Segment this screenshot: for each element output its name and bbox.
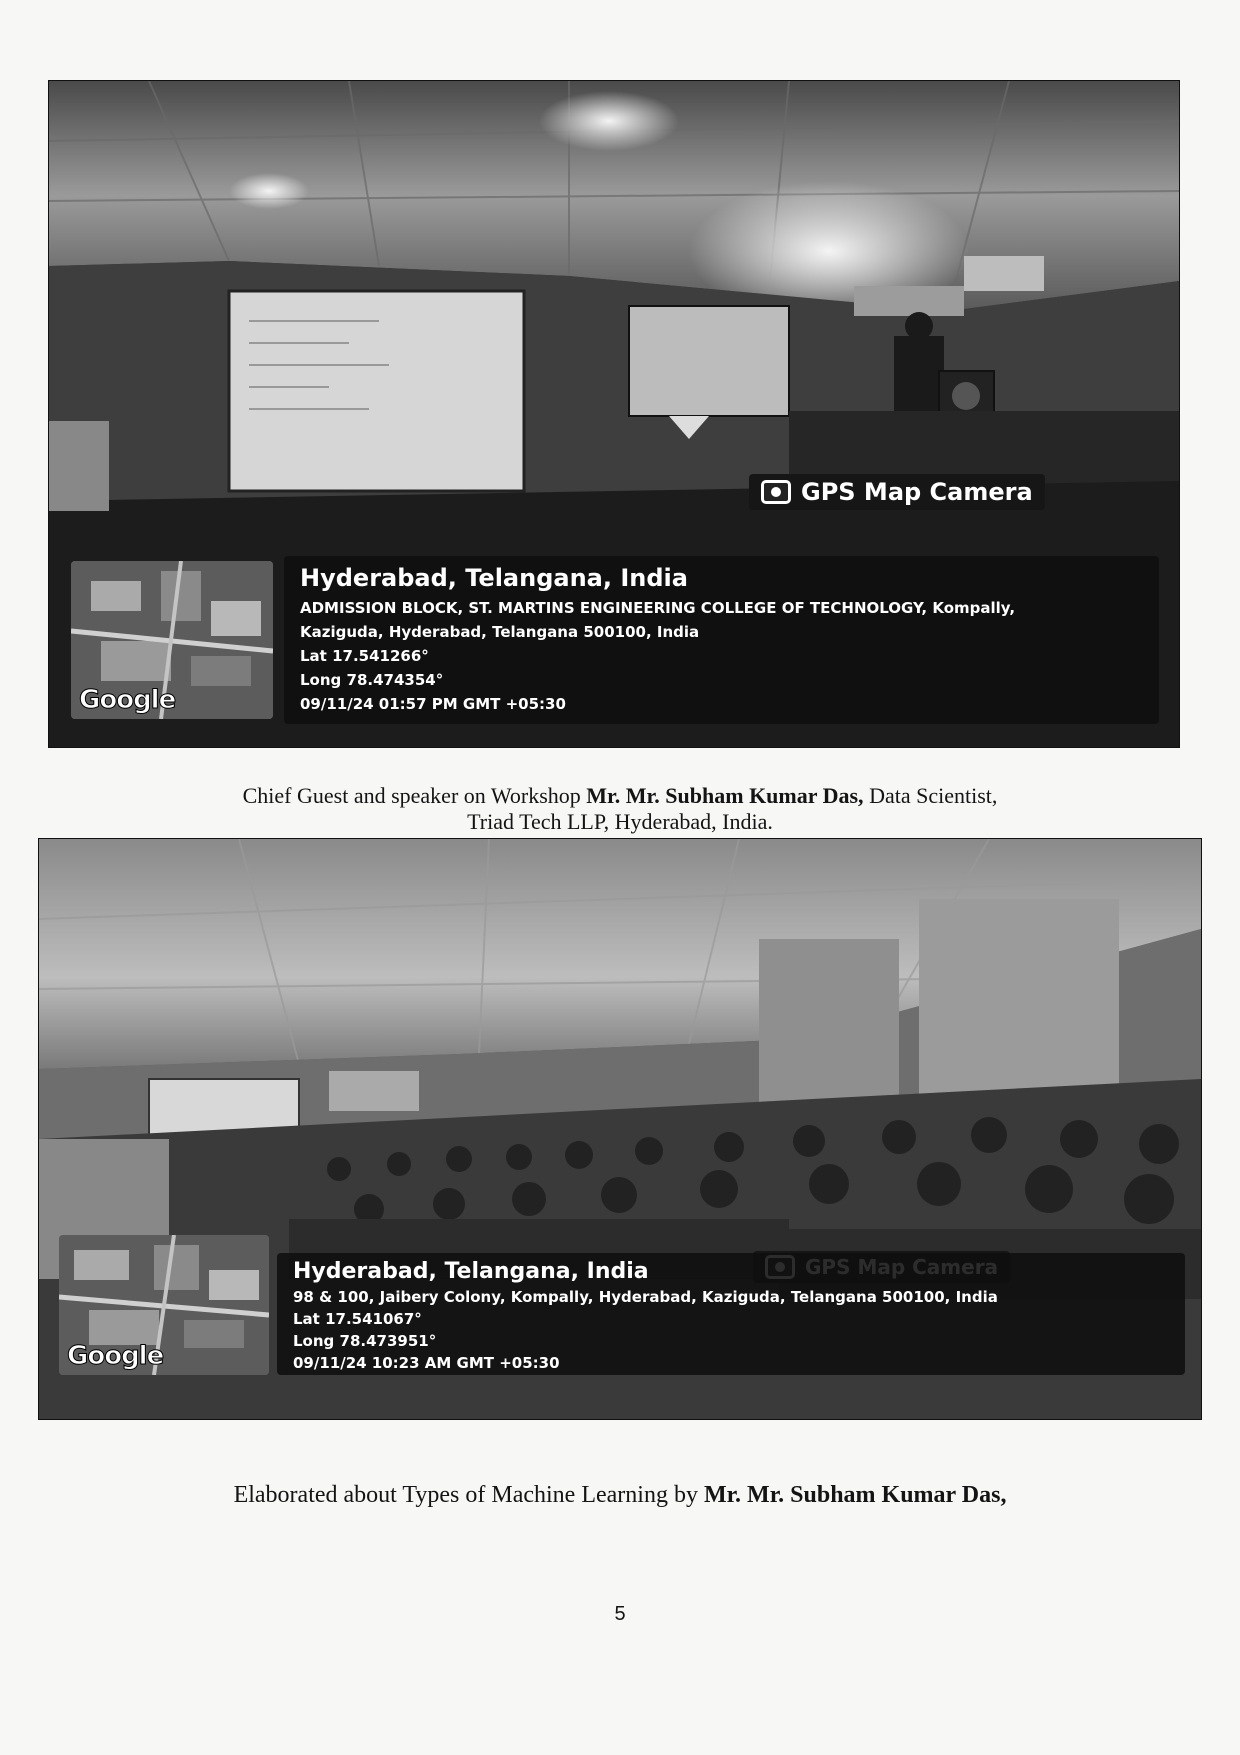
caption1-role: Data Scientist,	[863, 783, 998, 808]
satellite-map-thumbnail	[59, 1235, 269, 1375]
location-address-line1: 98 & 100, Jaibery Colony, Kompally, Hyderabad, Kaziguda, Telangana 500100, India	[293, 1288, 998, 1306]
gps-badge-label: GPS Map Camera	[801, 478, 1033, 506]
google-map-label: Google	[67, 1341, 164, 1371]
location-timestamp: 09/11/24 10:23 AM GMT +05:30	[293, 1354, 560, 1372]
google-map-label: Google	[79, 685, 176, 715]
location-timestamp: 09/11/24 01:57 PM GMT +05:30	[300, 695, 566, 713]
location-address-line1: ADMISSION BLOCK, ST. MARTINS ENGINEERING COLLEGE OF TECHNOLOGY, Kompally,	[300, 599, 1016, 617]
caption-chief-guest-line2	[0, 809, 1240, 835]
photo-audience	[38, 838, 1202, 1420]
gps-location-info	[277, 1253, 1185, 1375]
location-address-line2: Kaziguda, Hyderabad, Telangana 500100, India	[300, 623, 700, 641]
location-longitude: Long 78.474354°	[300, 671, 444, 689]
location-longitude: Long 78.473951°	[293, 1332, 437, 1350]
gps-location-info	[284, 556, 1159, 724]
location-city: Hyderabad, Telangana, India	[300, 564, 688, 592]
location-latitude: Lat 17.541266°	[300, 647, 429, 665]
gps-map-camera-badge	[749, 474, 1045, 510]
photo-chief-guest	[48, 80, 1180, 748]
camera-icon	[761, 480, 791, 504]
satellite-map-thumbnail	[71, 561, 273, 719]
caption1-text: Chief Guest and speaker on Workshop	[242, 783, 587, 808]
location-city: Hyderabad, Telangana, India	[293, 1259, 649, 1284]
speaker-name: Mr. Mr. Subham Kumar Das,	[703, 1482, 1007, 1508]
caption-chief-guest	[0, 783, 1240, 809]
speaker-name: Mr. Mr. Subham Kumar Das,	[586, 783, 864, 808]
caption-machine-learning	[0, 1482, 1240, 1508]
caption1-organization: Triad Tech LLP, Hyderabad, India.	[467, 809, 773, 834]
location-latitude: Lat 17.541067°	[293, 1310, 422, 1328]
caption2-text: Elaborated about Types of Machine Learning by	[233, 1482, 704, 1508]
page-number: 5	[614, 1603, 626, 1625]
